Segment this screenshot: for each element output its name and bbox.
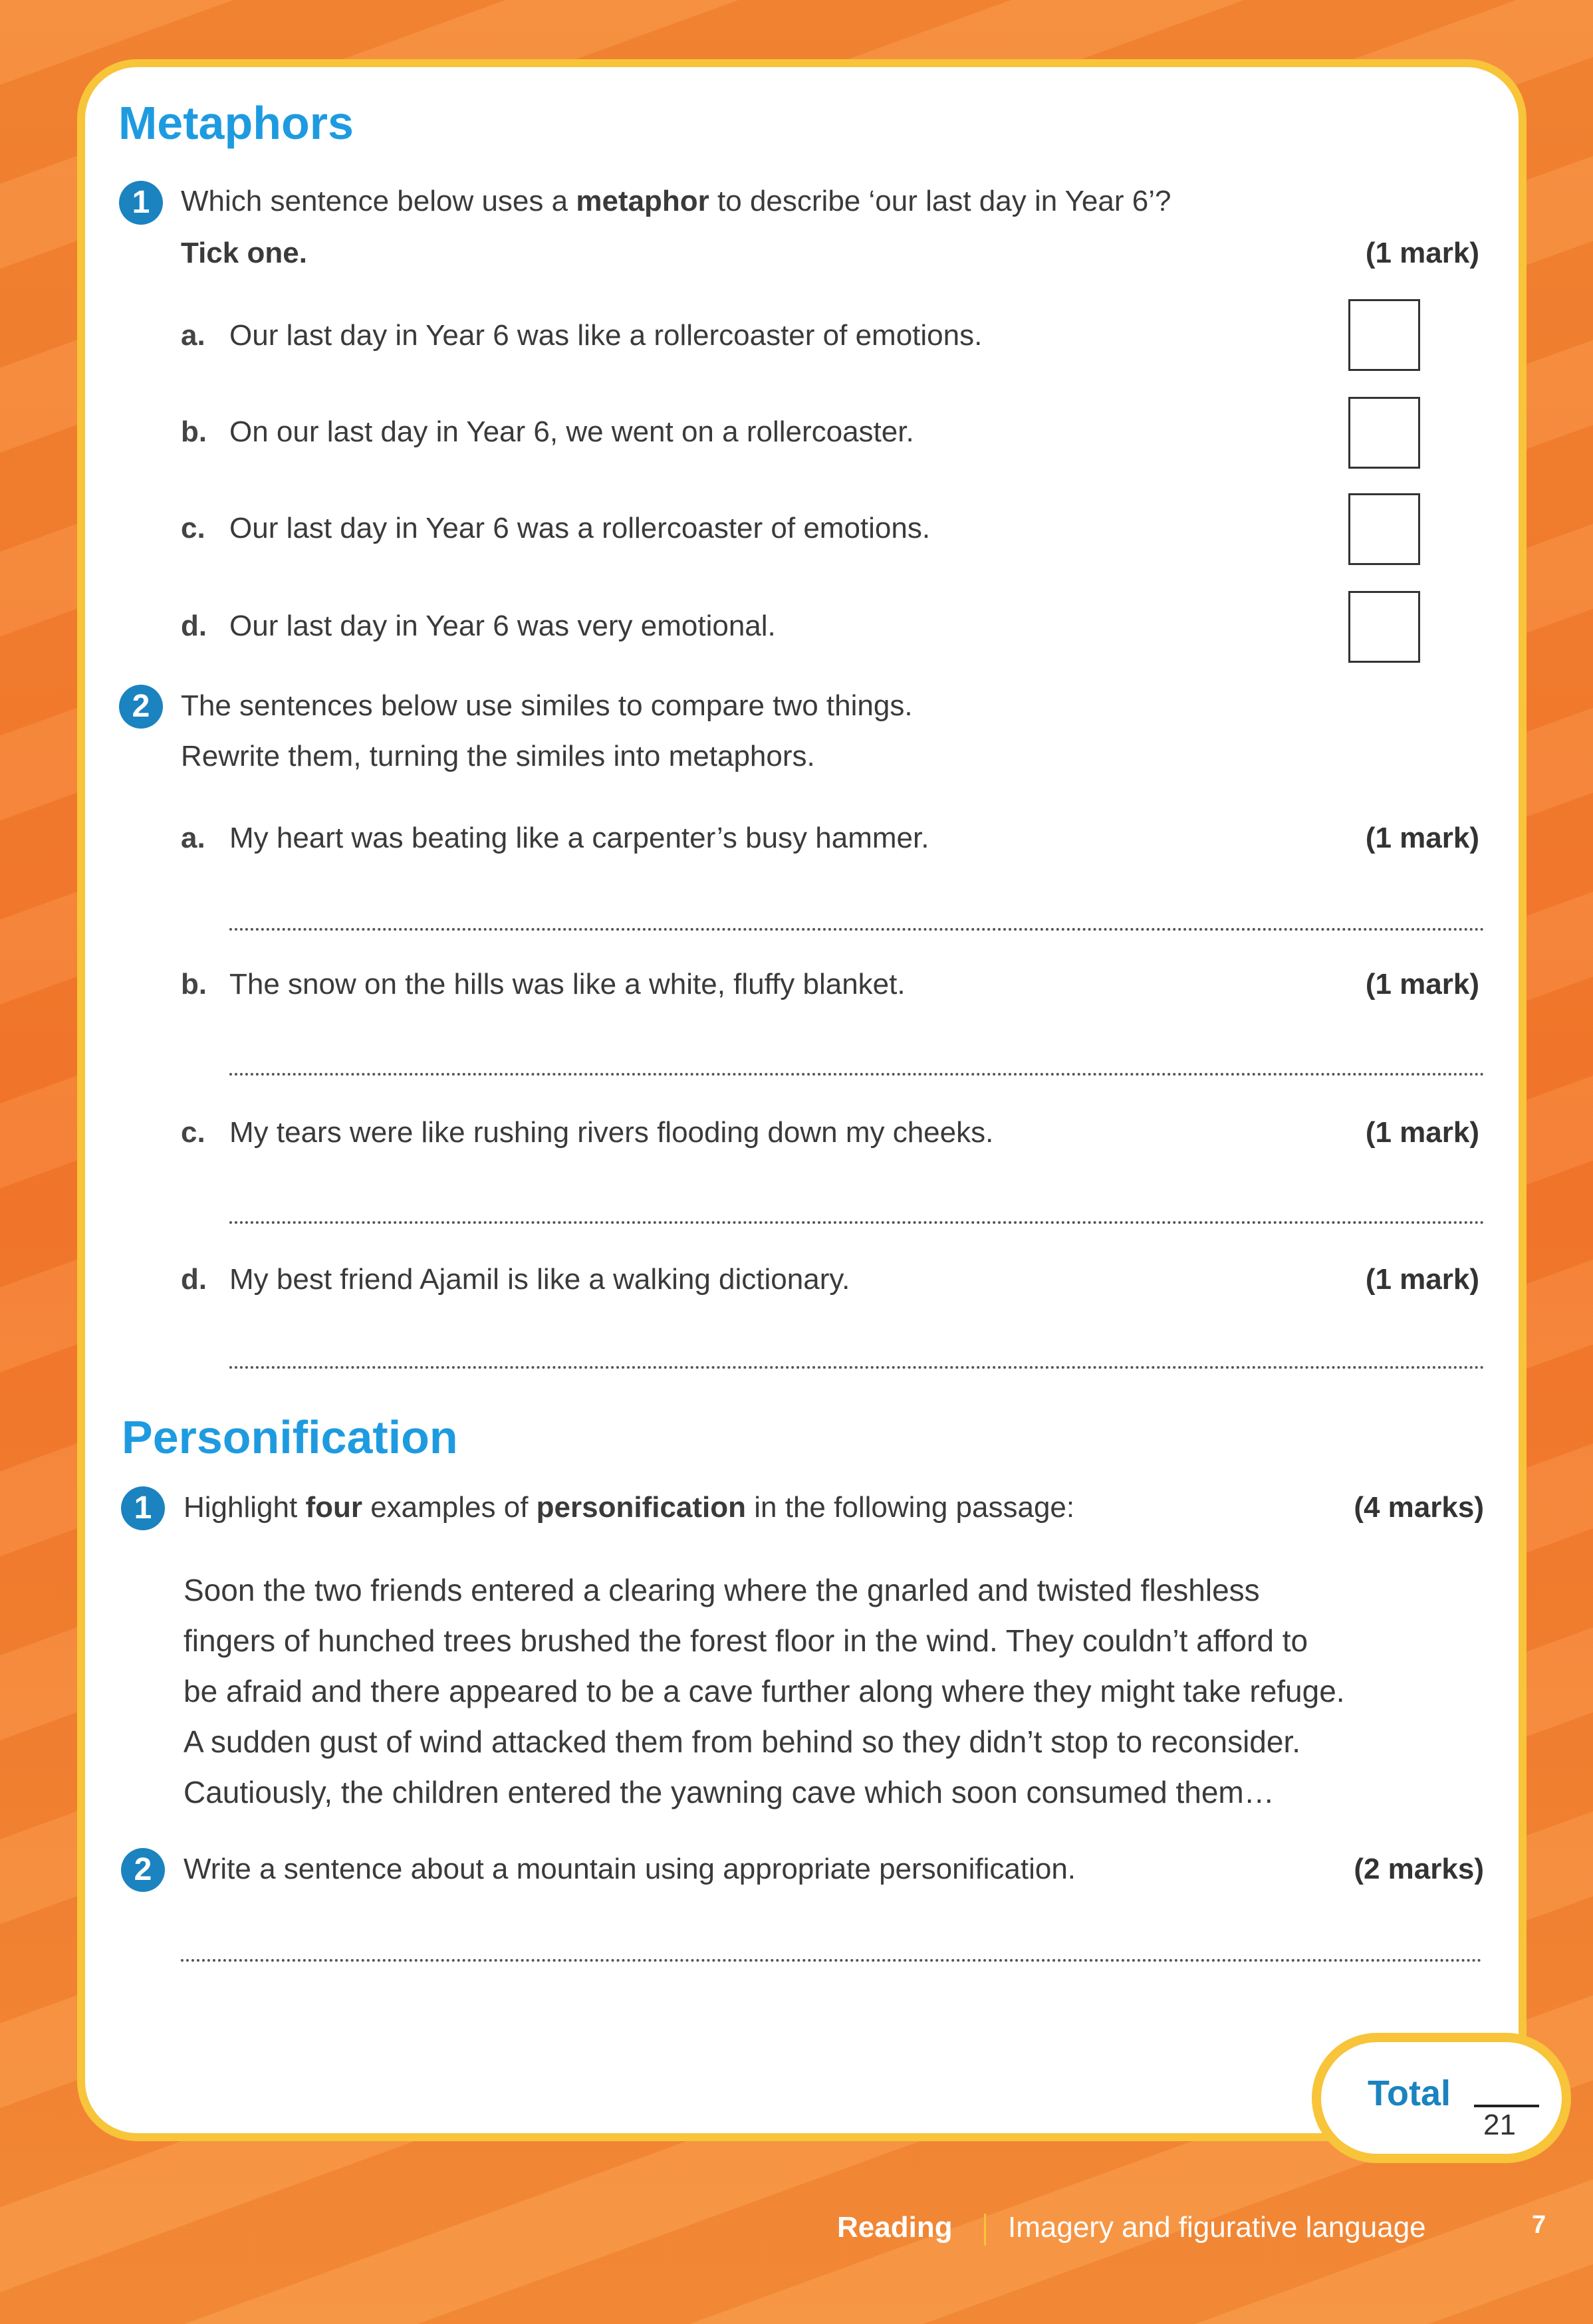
option-letter: c. [181, 512, 205, 544]
item-letter: c. [181, 1116, 205, 1149]
q-text: Highlight [184, 1491, 306, 1524]
passage-line: Soon the two friends entered a clearing where the gnarled and twisted fleshless [184, 1573, 1260, 1607]
footer-divider [984, 2214, 986, 2246]
passage-line: be afraid and there appeared to be a cave further along where they might take refuge. [184, 1674, 1345, 1708]
section-title-personification: Personification [122, 1411, 458, 1463]
passage-line: A sudden gust of wind attacked them from behind so they didn’t stop to reconsider. [184, 1724, 1301, 1759]
passage[interactable] [184, 1565, 1500, 1817]
question-number-1: 1 [121, 1486, 165, 1530]
q-keyword: four [305, 1491, 362, 1524]
question-1-text [181, 185, 1171, 218]
mark-label: (1 mark) [1365, 1116, 1479, 1149]
mark-label: (2 marks) [1354, 1853, 1484, 1885]
simile-text: My heart was beating like a carpenter’s busy hammer. [229, 822, 929, 854]
total-score-box [1312, 2033, 1571, 2163]
option-a-checkbox[interactable] [1348, 299, 1420, 371]
mark-label: (4 marks) [1354, 1491, 1484, 1524]
footer-topic: Imagery and figurative language [1008, 2211, 1426, 2244]
answer-line-c[interactable] [229, 1221, 1485, 1224]
personification-q2-text: Write a sentence about a mountain using appropriate personification. [184, 1853, 1076, 1885]
option-text: Our last day in Year 6 was very emotional. [229, 610, 776, 642]
q-text: Which sentence below uses a [181, 185, 576, 217]
q-text: in the following passage: [746, 1491, 1075, 1524]
mark-label: (1 mark) [1365, 822, 1479, 854]
item-letter: b. [181, 968, 207, 1000]
passage-line: fingers of hunched trees brushed the forest floor in the wind. They couldn’t afford to [184, 1623, 1308, 1658]
q-text: to describe ‘our last day in Year 6’? [709, 185, 1171, 217]
mark-label: (1 mark) [1365, 968, 1479, 1000]
total-out-of: 21 [1483, 2109, 1516, 2141]
footer-subject: Reading [837, 2211, 953, 2244]
page-number: 7 [1532, 2211, 1546, 2239]
simile-text: My best friend Ajamil is like a walking dictionary. [229, 1263, 850, 1296]
answer-line-personification[interactable] [181, 1959, 1482, 1962]
tick-one-instruction: Tick one. [181, 237, 307, 269]
option-text: On our last day in Year 6, we went on a rollercoaster. [229, 415, 914, 448]
q-keyword: personification [536, 1491, 747, 1524]
mark-label: (1 mark) [1365, 1263, 1479, 1296]
answer-line-d[interactable] [229, 1366, 1485, 1369]
question-number-1: 1 [119, 181, 163, 225]
mark-label: (1 mark) [1365, 237, 1479, 269]
question-number-2: 2 [119, 685, 163, 729]
q-text: examples of [362, 1491, 537, 1524]
passage-line: Cautiously, the children entered the yawning cave which soon consumed them… [184, 1775, 1275, 1809]
option-text: Our last day in Year 6 was a rollercoaster of emotions. [229, 512, 931, 544]
total-score-field[interactable] [1474, 2082, 1539, 2107]
option-d-checkbox[interactable] [1348, 591, 1420, 663]
option-b-checkbox[interactable] [1348, 397, 1420, 469]
option-letter: d. [181, 610, 207, 642]
option-letter: a. [181, 319, 205, 352]
personification-q1-text [184, 1491, 1074, 1524]
question-2-line1: The sentences below use similes to compare two things. [181, 689, 913, 722]
worksheet-card [77, 59, 1527, 2141]
item-letter: a. [181, 822, 205, 854]
q-keyword: metaphor [576, 185, 709, 217]
option-letter: b. [181, 415, 207, 448]
answer-line-a[interactable] [229, 928, 1485, 931]
option-c-checkbox[interactable] [1348, 493, 1420, 565]
total-label: Total [1368, 2073, 1451, 2113]
answer-line-b[interactable] [229, 1073, 1485, 1076]
question-2-line2: Rewrite them, turning the similes into metaphors. [181, 740, 815, 772]
option-text: Our last day in Year 6 was like a rollercoaster of emotions. [229, 319, 983, 352]
question-number-2: 2 [121, 1848, 165, 1892]
section-title-metaphors: Metaphors [118, 97, 354, 149]
item-letter: d. [181, 1263, 207, 1296]
simile-text: The snow on the hills was like a white, fluffy blanket. [229, 968, 906, 1000]
simile-text: My tears were like rushing rivers flooding down my cheeks. [229, 1116, 994, 1149]
